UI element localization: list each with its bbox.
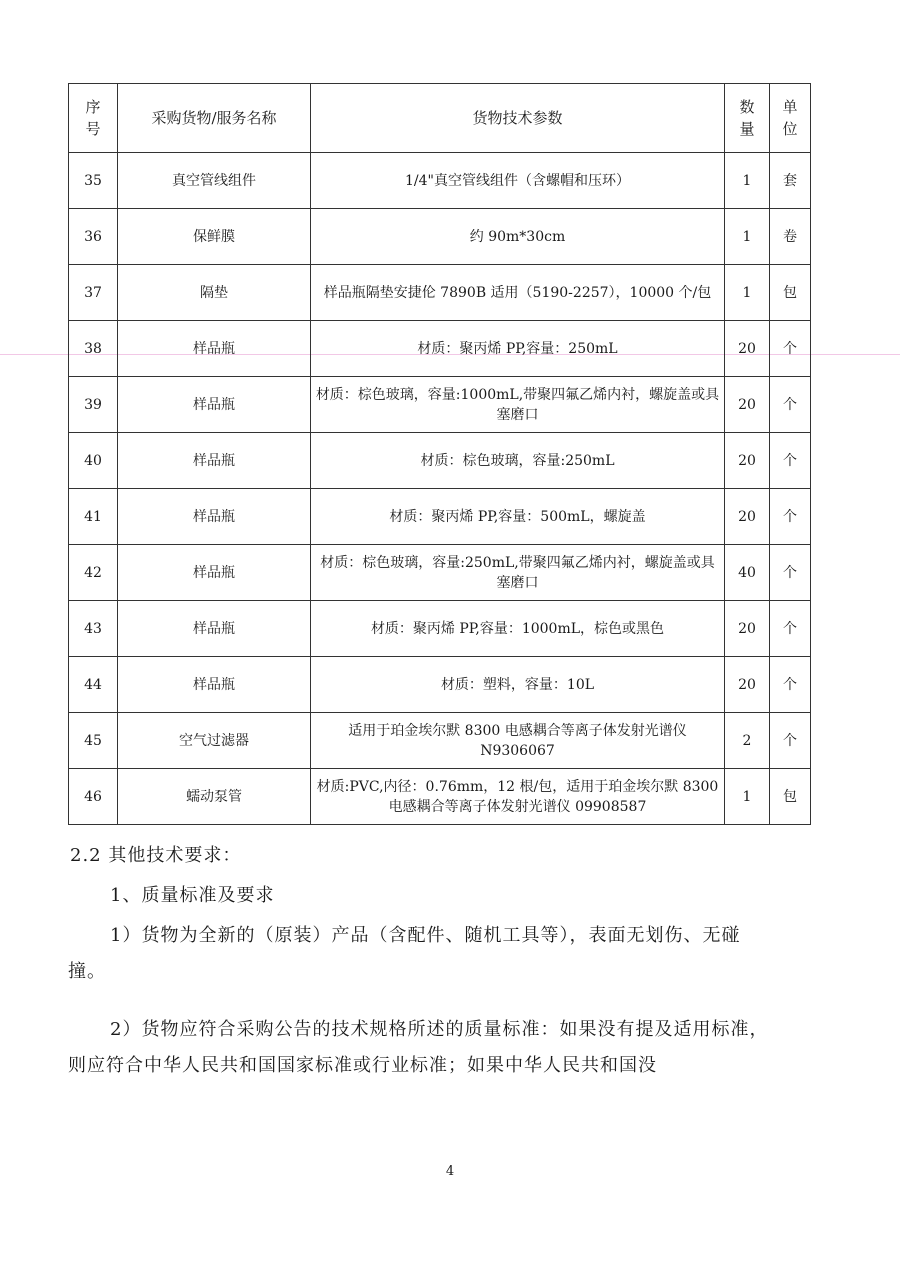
table-row (69, 321, 811, 377)
cell-name: 真空管线组件 (118, 153, 311, 209)
cell-qty: 1 (725, 153, 770, 209)
cell-name: 样品瓶 (118, 601, 311, 657)
cell-qty: 20 (725, 433, 770, 489)
cell-qty: 1 (725, 265, 770, 321)
table-header-row (69, 84, 811, 153)
table-row (69, 433, 811, 489)
cell-unit: 卷 (770, 209, 811, 265)
cell-no: 36 (69, 209, 118, 265)
cell-unit: 个 (770, 601, 811, 657)
cell-qty: 20 (725, 657, 770, 713)
cell-name: 样品瓶 (118, 433, 311, 489)
cell-name: 保鲜膜 (118, 209, 311, 265)
cell-params: 约 90m*30cm (311, 209, 725, 265)
cell-params: 材质：聚丙烯 PP,容量：250mL (311, 321, 725, 377)
page-number: 4 (445, 1164, 455, 1179)
cell-params: 材质：聚丙烯 PP,容量：1000mL，棕色或黑色 (311, 601, 725, 657)
cell-params: 材质：棕色玻璃，容量:250mL,带聚四氟乙烯内衬，螺旋盖或具塞磨口 (311, 545, 725, 601)
table-body (69, 153, 811, 825)
cell-no: 45 (69, 713, 118, 769)
cell-unit: 套 (770, 153, 811, 209)
cell-unit: 个 (770, 489, 811, 545)
cell-no: 40 (69, 433, 118, 489)
cell-name: 样品瓶 (118, 657, 311, 713)
cell-params: 材质：聚丙烯 PP,容量：500mL，螺旋盖 (311, 489, 725, 545)
table-row (69, 153, 811, 209)
cell-unit: 包 (770, 265, 811, 321)
cell-qty: 20 (725, 321, 770, 377)
cell-unit: 个 (770, 713, 811, 769)
table-row (69, 209, 811, 265)
table-row (69, 265, 811, 321)
cell-qty: 2 (725, 713, 770, 769)
cell-no: 39 (69, 377, 118, 433)
cell-name: 样品瓶 (118, 321, 311, 377)
cell-name: 样品瓶 (118, 489, 311, 545)
table-row (69, 377, 811, 433)
requirement-item-2: 2）货物应符合采购公告的技术规格所述的质量标准：如果没有提及适用标准，则应符合中华人民共和国国家标准或行业标准；如果中华人民共和国没 (68, 1019, 769, 1076)
cell-no: 46 (69, 769, 118, 825)
requirement-item-1: 1）货物为全新的（原装）产品（含配件、随机工具等），表面无划伤、无碰撞。 (68, 925, 741, 982)
table-row (69, 545, 811, 601)
cell-qty: 20 (725, 377, 770, 433)
subsection-heading: 1、质量标准及要求 (110, 885, 275, 906)
cell-name: 空气过滤器 (118, 713, 311, 769)
cell-params: 材质:PVC,内径：0.76mm，12 根/包，适用于珀金埃尔默 8300 电感耦合等离子体发射光谱仪 09908587 (311, 769, 725, 825)
cell-no: 37 (69, 265, 118, 321)
cell-name: 样品瓶 (118, 377, 311, 433)
header-qty: 数量 (725, 84, 770, 153)
cell-no: 35 (69, 153, 118, 209)
section-heading: 2.2 其他技术要求： (70, 845, 242, 866)
header-no: 序号 (69, 84, 118, 153)
cell-params: 材质：棕色玻璃，容量:1000mL,带聚四氟乙烯内衬，螺旋盖或具塞磨口 (311, 377, 725, 433)
cell-no: 44 (69, 657, 118, 713)
cell-qty: 1 (725, 769, 770, 825)
cell-unit: 个 (770, 657, 811, 713)
cell-no: 38 (69, 321, 118, 377)
cell-unit: 个 (770, 545, 811, 601)
cell-qty: 20 (725, 601, 770, 657)
procurement-spec-table (68, 83, 811, 825)
cell-qty: 20 (725, 489, 770, 545)
header-name: 采购货物/服务名称 (118, 84, 311, 153)
cell-params: 适用于珀金埃尔默 8300 电感耦合等离子体发射光谱仪 N9306067 (311, 713, 725, 769)
table-row (69, 657, 811, 713)
cell-no: 41 (69, 489, 118, 545)
cell-no: 43 (69, 601, 118, 657)
header-params: 货物技术参数 (311, 84, 725, 153)
cell-name: 蠕动泵管 (118, 769, 311, 825)
cell-unit: 个 (770, 377, 811, 433)
cell-unit: 个 (770, 433, 811, 489)
cell-no: 42 (69, 545, 118, 601)
cell-name: 隔垫 (118, 265, 311, 321)
cell-params: 样品瓶隔垫安捷伦 7890B 适用（5190-2257），10000 个/包 (311, 265, 725, 321)
cell-params: 材质：棕色玻璃，容量:250mL (311, 433, 725, 489)
table-row (69, 601, 811, 657)
table-row (69, 489, 811, 545)
cell-unit: 包 (770, 769, 811, 825)
cell-params: 材质：塑料，容量：10L (311, 657, 725, 713)
table-row (69, 769, 811, 825)
cell-qty: 40 (725, 545, 770, 601)
header-unit: 单位 (770, 84, 811, 153)
table-row (69, 713, 811, 769)
cell-name: 样品瓶 (118, 545, 311, 601)
cell-qty: 1 (725, 209, 770, 265)
cell-params: 1/4"真空管线组件（含螺帽和压环） (311, 153, 725, 209)
cell-unit: 个 (770, 321, 811, 377)
